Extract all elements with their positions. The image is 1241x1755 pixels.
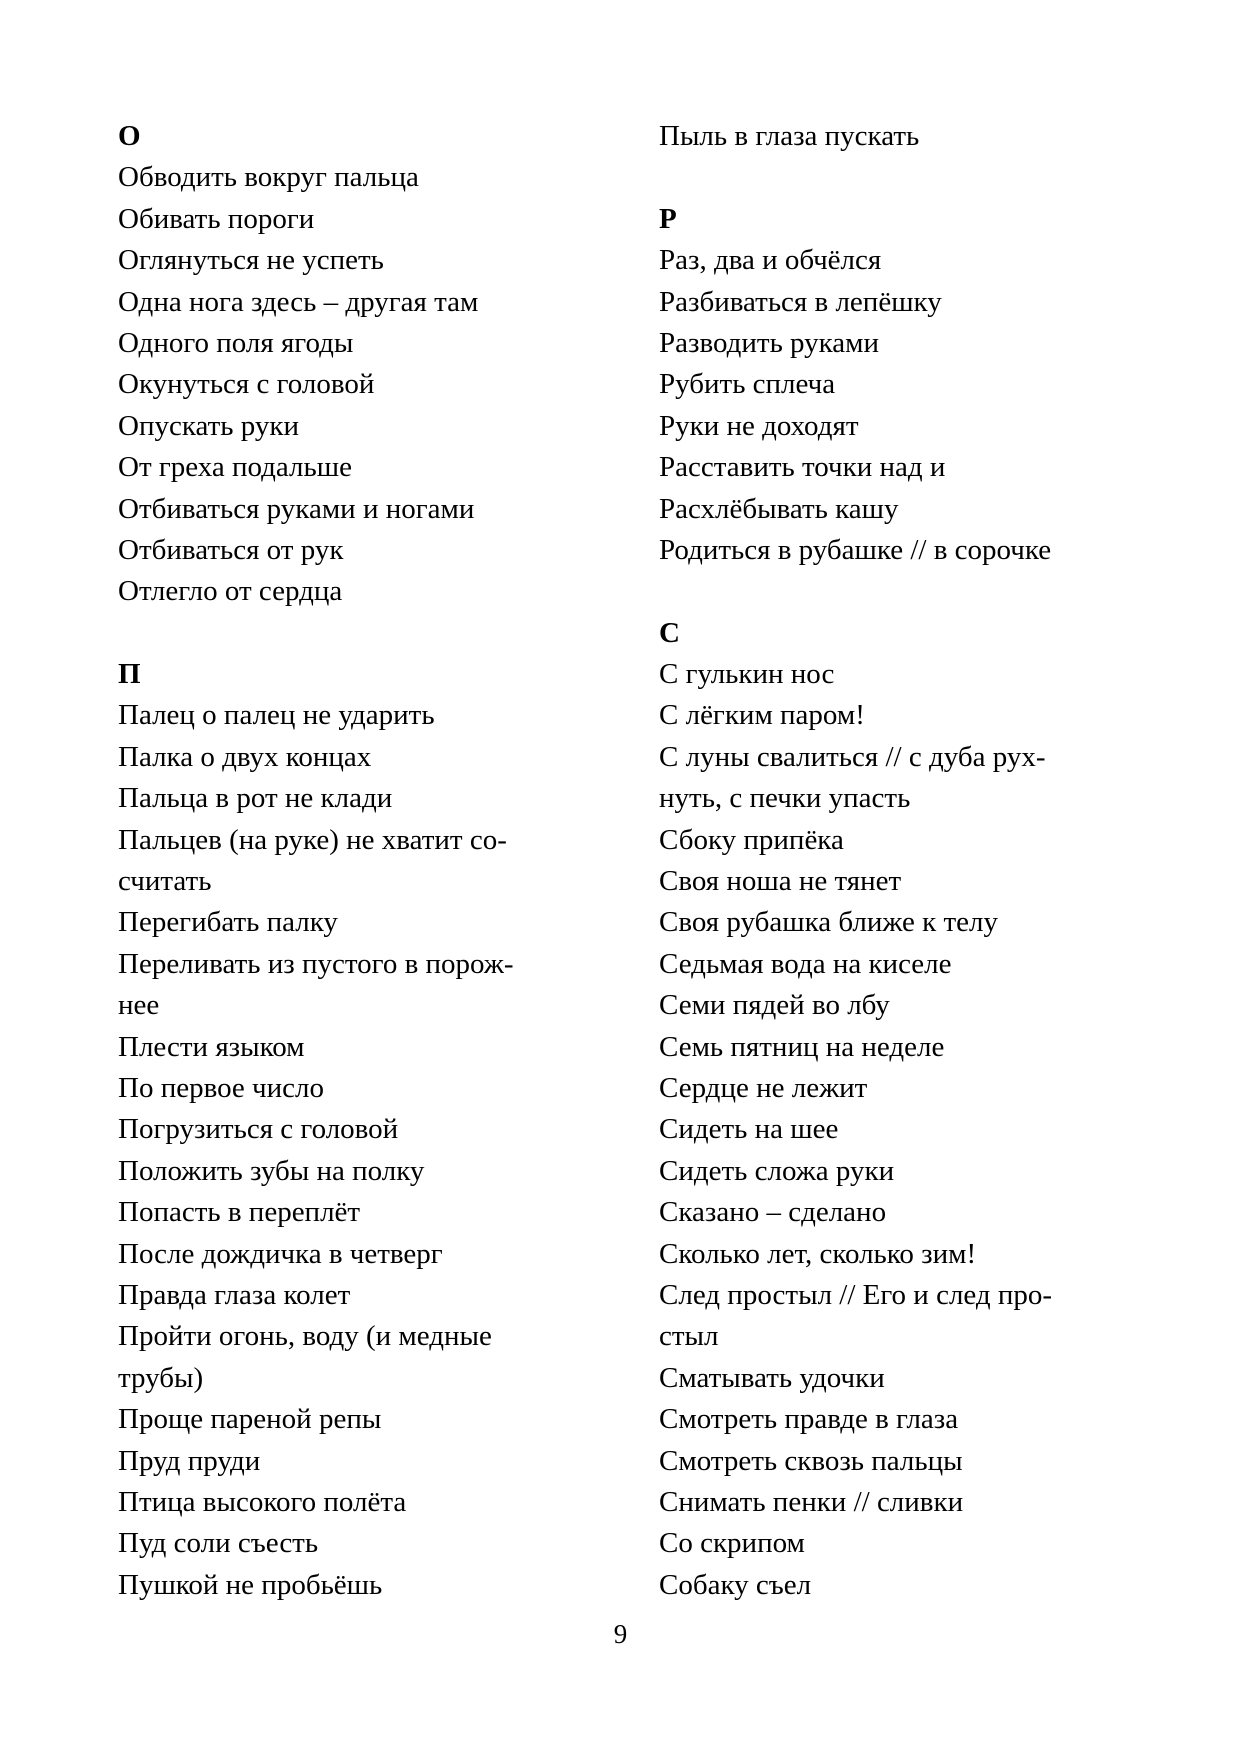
section-letter-heading: Р (659, 202, 677, 235)
idiom-entry-line: Отбиваться от рук (118, 533, 344, 566)
idiom-entry-line: Сбоку припёка (659, 823, 844, 856)
idiom-entry-line: Раз, два и обчёлся (659, 244, 882, 277)
idiom-entry-line: Своя ноша не тянет (659, 865, 902, 898)
idiom-entry-line: Обивать пороги (118, 202, 315, 235)
idiom-entry-line: Оглянуться не успеть (118, 244, 384, 277)
idiom-entry-line: Своя рубашка ближе к телу (659, 906, 998, 939)
idiom-entry-line: Сматывать удочки (659, 1361, 885, 1394)
section-letter-heading: П (118, 658, 141, 691)
idiom-entry-line: Опускать руки (118, 409, 299, 442)
idiom-entry-line: Расхлёбывать кашу (659, 492, 899, 525)
idiom-entry-line: считать (118, 865, 212, 898)
idiom-entry-line: Палка о двух концах (118, 740, 372, 773)
idiom-entry-line: Руки не доходят (659, 409, 859, 442)
idiom-entry-line: Попасть в переплёт (118, 1196, 361, 1229)
blank-line (659, 157, 1159, 198)
idiom-entry-line: Окунуться с головой (118, 368, 375, 401)
idiom-entry-line: Пальцев (на руке) не хватит со- (118, 823, 507, 856)
idiom-entry-line: Сколько лет, сколько зим! (659, 1237, 977, 1270)
idiom-entry-line: Сердце не лежит (659, 1071, 868, 1104)
idiom-entry-line: Переливать из пустого в порож- (118, 947, 514, 980)
idiom-entry-line: Правда глаза колет (118, 1278, 351, 1311)
idiom-entry-line: Снимать пенки // сливки (659, 1485, 964, 1518)
idiom-entry-line: Разводить руками (659, 326, 880, 359)
idiom-entry-line: нуть, с печки упасть (659, 782, 911, 815)
idiom-entry-line: Со скрипом (659, 1527, 805, 1560)
section-letter-heading: О (118, 120, 141, 152)
idiom-entry-line: Родиться в рубашке // в сорочке (659, 533, 1052, 566)
idiom-entry-line: После дождичка в четверг (118, 1237, 443, 1270)
idiom-entry-line: стыл (659, 1320, 719, 1353)
right-column (659, 116, 1159, 1606)
idiom-entry-line: Погрузиться с головой (118, 1113, 399, 1146)
idiom-entry-line: Птица высокого полёта (118, 1485, 407, 1518)
idiom-entry-line: Пройти огонь, воду (и медные (118, 1320, 492, 1353)
idiom-entry-line: Пушкой не пробьёшь (118, 1568, 383, 1601)
idiom-entry-line: Седьмая вода на киселе (659, 947, 952, 980)
idiom-entry-line: Палец о палец не ударить (118, 699, 435, 732)
idiom-entry-line: Сидеть на шее (659, 1113, 839, 1146)
section-letter-heading: С (659, 616, 680, 649)
idiom-entry-line: Сидеть сложа руки (659, 1154, 895, 1187)
idiom-entry-line: Смотреть правде в глаза (659, 1403, 959, 1436)
blank-line (659, 571, 1159, 612)
idiom-entry-line: Обводить вокруг пальца (118, 161, 419, 194)
idiom-entry-line: Сказано – сделано (659, 1196, 887, 1229)
idiom-entry-line: нее (118, 989, 160, 1022)
idiom-entry-line: С луны свалиться // с дуба рух- (659, 740, 1046, 773)
idiom-entry-line: Расставить точки над и (659, 451, 946, 484)
left-column (118, 116, 618, 1606)
idiom-entry-line: Проще пареной репы (118, 1403, 382, 1436)
idiom-entry-line: Отбиваться руками и ногами (118, 492, 475, 525)
idiom-entry-line: Плести языком (118, 1030, 305, 1063)
idiom-entry-line: Одна нога здесь – другая там (118, 285, 479, 318)
idiom-entry-line: От греха подальше (118, 451, 352, 484)
idiom-entry-line: Семь пятниц на неделе (659, 1030, 945, 1063)
idiom-entry-line: Собаку съел (659, 1568, 812, 1601)
idiom-entry-line: Семи пядей во лбу (659, 989, 890, 1022)
idiom-entry-line: Перегибать палку (118, 906, 338, 939)
idiom-entry-line: След простыл // Его и след про- (659, 1278, 1053, 1311)
idiom-entry-line: По первое число (118, 1071, 325, 1104)
idiom-entry-line: Одного поля ягоды (118, 326, 354, 359)
idiom-entry-line: Положить зубы на полку (118, 1154, 425, 1187)
idiom-entry-line: Смотреть сквозь пальцы (659, 1444, 963, 1477)
idiom-entry-line: трубы) (118, 1361, 204, 1394)
idiom-entry-line: Рубить сплеча (659, 368, 836, 401)
idiom-entry-line: Разбиваться в лепёшку (659, 285, 942, 318)
idiom-entry-line: Отлегло от сердца (118, 575, 343, 608)
idiom-entry-line: С гулькин нос (659, 658, 835, 691)
idiom-entry-line: Пальца в рот не клади (118, 782, 393, 815)
blank-line (118, 613, 618, 654)
page-number: 9 (613, 1619, 628, 1649)
idiom-entry-line: С лёгким паром! (659, 699, 865, 732)
idiom-entry-line: Пуд соли съесть (118, 1527, 319, 1560)
idiom-entry-line: Пыль в глаза пускать (659, 120, 920, 152)
idiom-entry-line: Пруд пруди (118, 1444, 261, 1477)
